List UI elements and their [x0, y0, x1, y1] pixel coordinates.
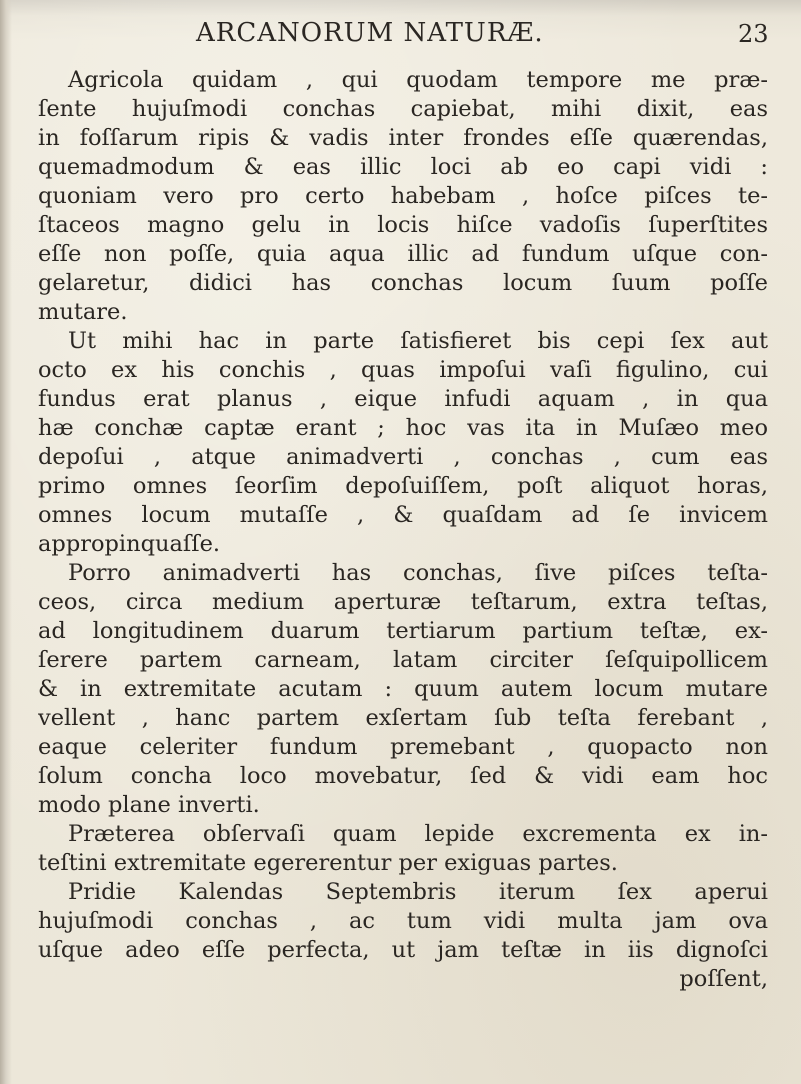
text-line: quoniam vero pro certo habebam , hoſce piſces te-: [38, 183, 768, 209]
text-line: vellent , hanc partem exſertam ſub teſta ferebant ,: [38, 705, 768, 731]
text-line: appropinquaſſe.: [38, 531, 221, 557]
text-line: ſtaceos magno gelu in locis hiſce vadoſis ſuperſtites: [38, 212, 768, 238]
text-line: uſque adeo eſſe perfecta, ut jam teſtæ in iis dignoſci: [38, 937, 768, 963]
text-line: Porro animadverti has conchas, ſive piſces teſta-: [68, 560, 768, 586]
text-line: hæ conchæ captæ erant ; hoc vas ita in Muſæo meo: [38, 415, 768, 441]
text-line: modo plane inverti.: [38, 792, 260, 818]
text-line: primo omnes ſeorſim depoſuiſſem, poſt aliquot horas,: [38, 473, 768, 499]
text-line: fundus erat planus , eique infudi aquam , in qua: [38, 386, 768, 412]
catchword: poſſent,: [679, 966, 768, 992]
text-line: ſente hujuſmodi conchas capiebat, mihi dixit, eas: [38, 96, 768, 122]
text-line: octo ex his conchis , quas impoſui vaſi figulino, cui: [38, 357, 768, 383]
page-header: [0, 18, 801, 58]
text-line: Ut mihi hac in parte ſatisfieret bis cepi ſex aut: [68, 328, 768, 354]
text-line: ceos, circa medium aperturæ teſtarum, extra teſtas,: [38, 589, 768, 615]
text-line: & in extremitate acutam : quum autem locum mutare: [38, 676, 768, 702]
text-line: in foſſarum ripis & vadis inter frondes eſſe quærendas,: [38, 125, 768, 151]
text-line: gelaretur, didici has conchas locum ſuum poſſe: [38, 270, 768, 296]
text-line: Præterea obſervaſi quam lepide excrementa ex in-: [68, 821, 768, 847]
text-line: teſtini extremitate egererentur per exiguas partes.: [38, 850, 618, 876]
text-line: ſerere partem carneam, latam circiter ſeſquipollicem: [38, 647, 768, 673]
text-line: hujuſmodi conchas , ac tum vidi multa jam ova: [38, 908, 768, 934]
text-line: depoſui , atque animadverti , conchas , cum eas: [38, 444, 768, 470]
text-line: mutare.: [38, 299, 128, 325]
page-gutter-shadow: [0, 0, 12, 1084]
text-line: eaque celeriter fundum premebant , quopacto non: [38, 734, 768, 760]
running-title: ARCANORUM NATURÆ.: [196, 18, 544, 48]
text-line: eſſe non poſſe, quia aqua illic ad fundum uſque con-: [38, 241, 768, 267]
page-number: 23: [738, 20, 769, 48]
text-line: Agricola quidam , qui quodam tempore me præ-: [68, 67, 768, 93]
text-line: quemadmodum & eas illic loci ab eo capi vidi :: [38, 154, 768, 180]
body-text: [38, 66, 768, 994]
text-line: ſolum concha loco movebatur, ſed & vidi eam hoc: [38, 763, 768, 789]
text-line: omnes locum mutaſſe , & quaſdam ad ſe invicem: [38, 502, 768, 528]
text-line: ad longitudinem duarum tertiarum partium teſtæ, ex-: [38, 618, 768, 644]
text-line: Pridie Kalendas Septembris iterum ſex aperui: [68, 879, 768, 905]
